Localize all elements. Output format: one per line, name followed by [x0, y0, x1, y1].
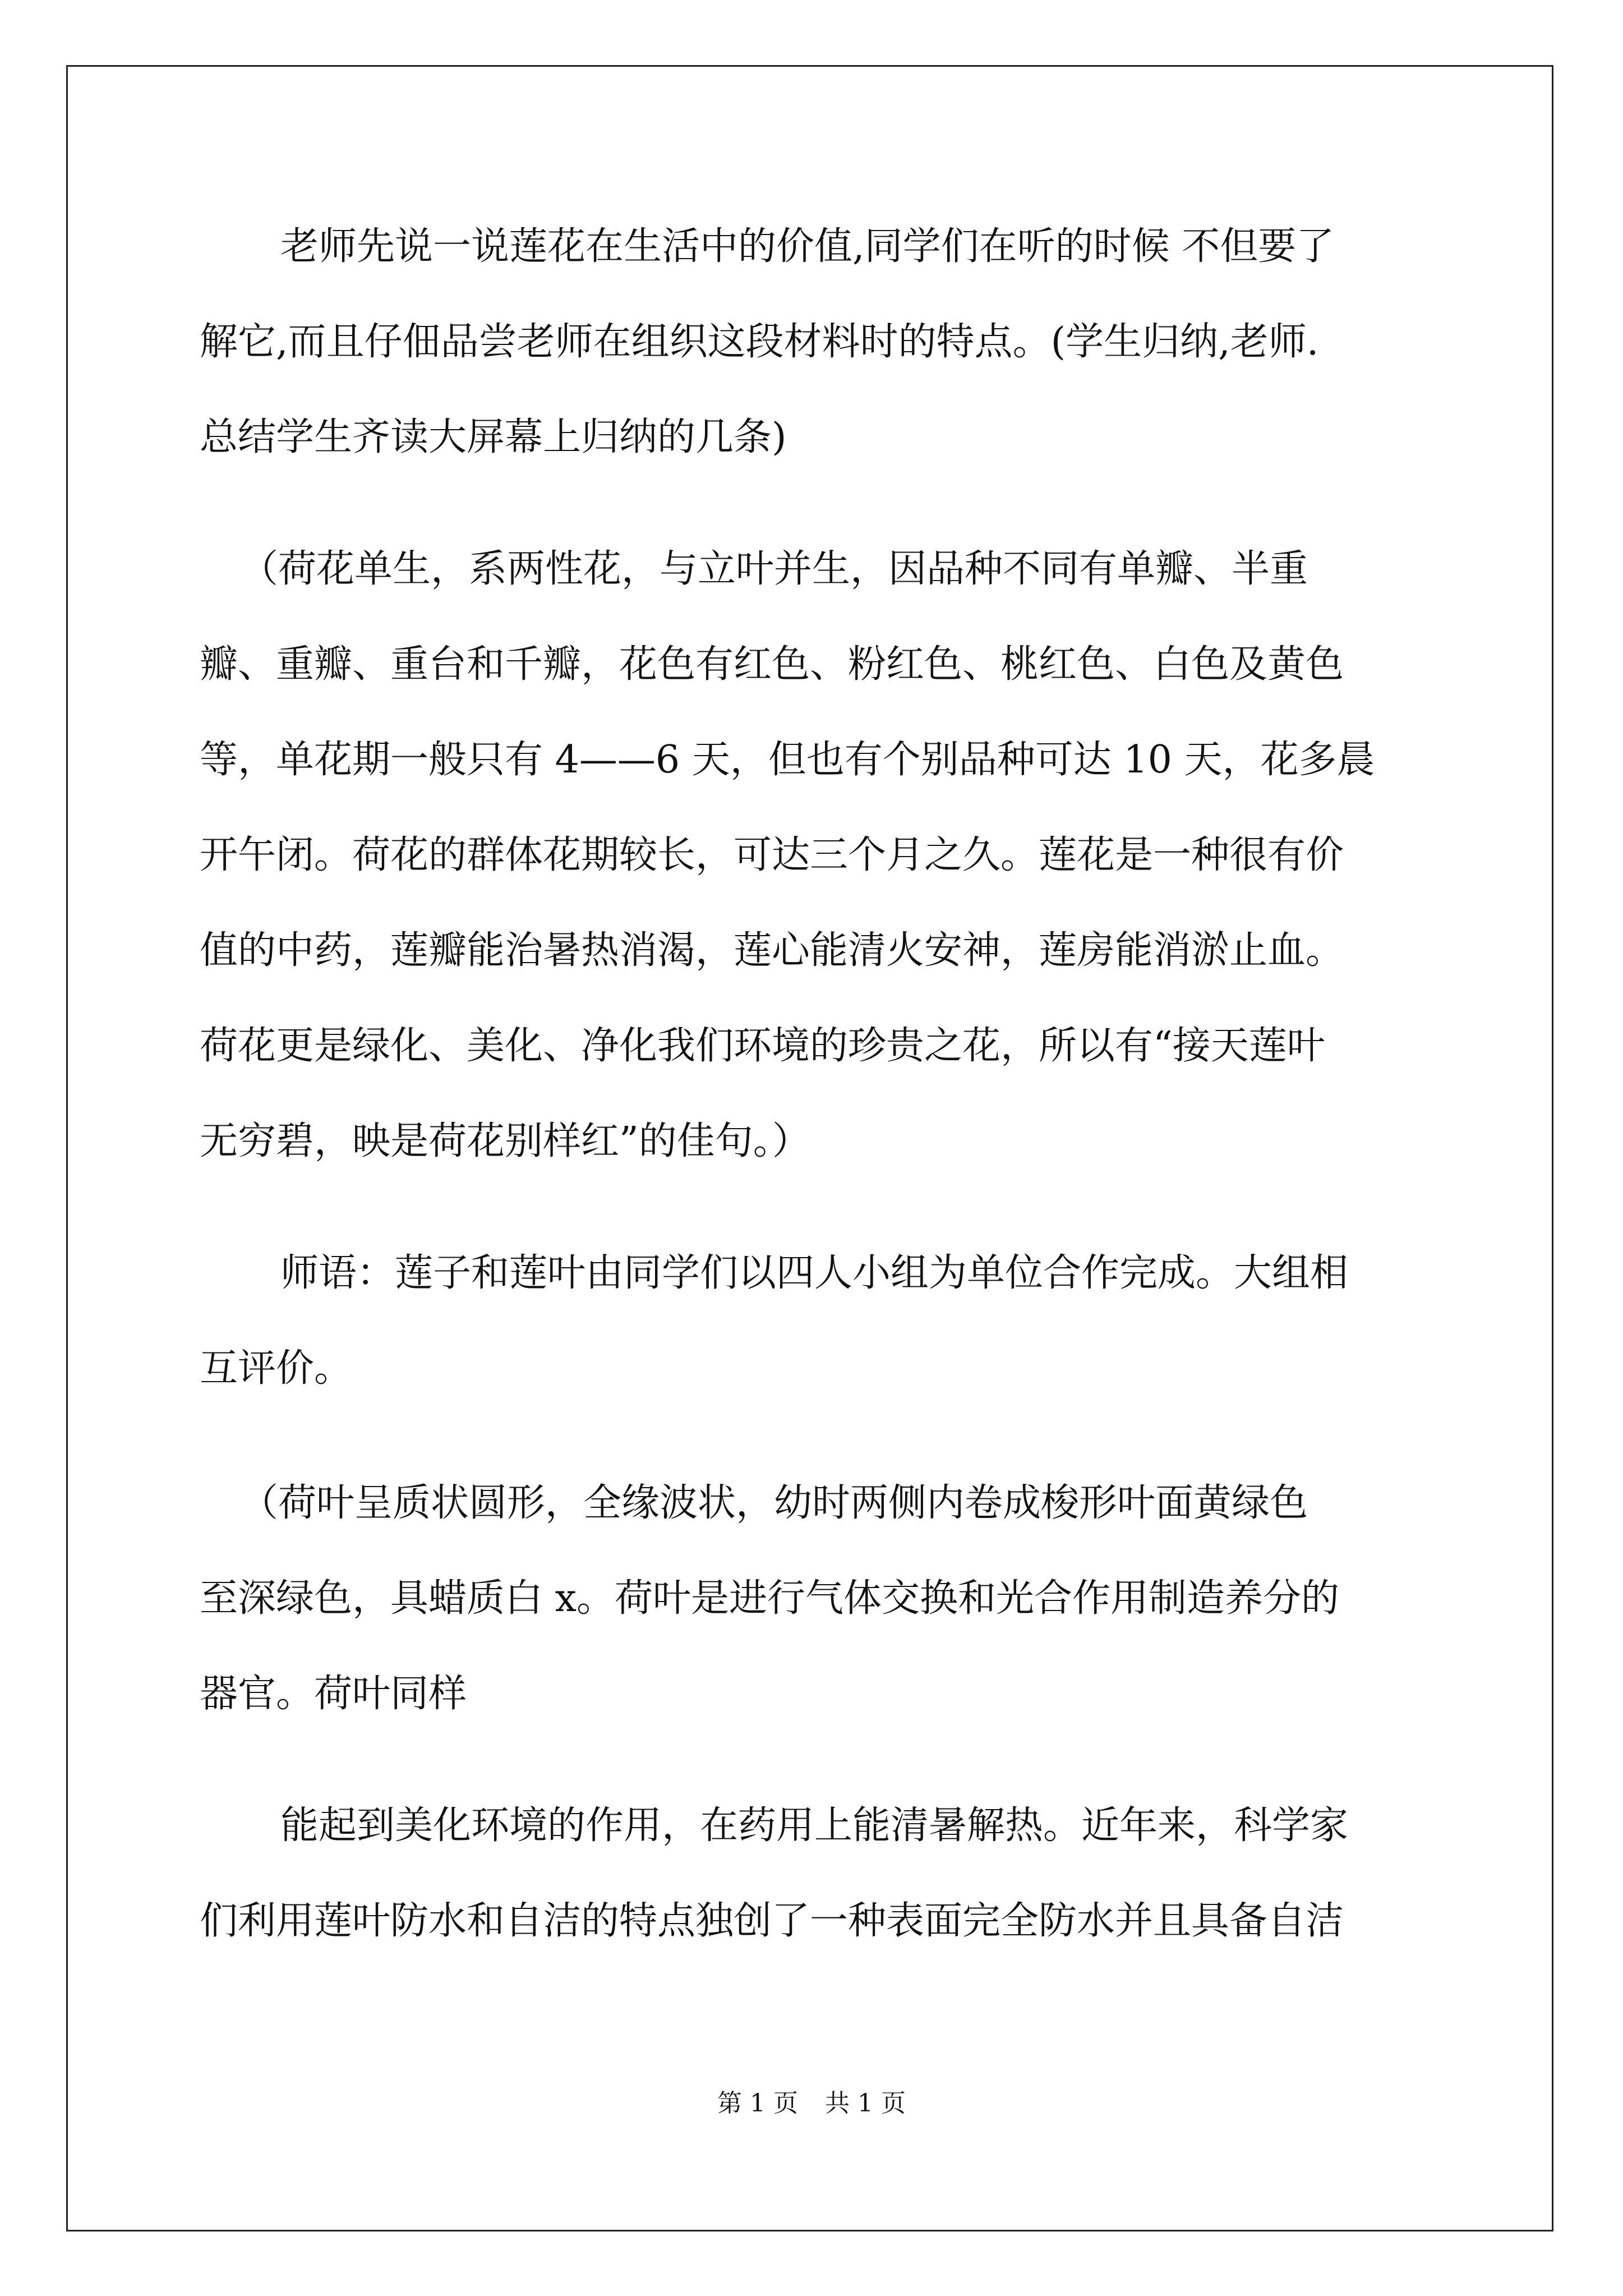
- text-line: 能起到美化环境的作用，在药用上能清暑解热。近年来，科学家: [280, 1803, 1349, 1848]
- text-line: 瓣、重瓣、重台和千瓣，花色有红色、粉红色、桃红色、白色及黄色: [200, 642, 1344, 687]
- text-line: 器官。荷叶同样: [200, 1672, 467, 1716]
- text-line: 值的中药，莲瓣能治暑热消渴，莲心能清火安神，莲房能消淤止血。: [200, 928, 1344, 973]
- text-line: 荷花更是绿化、美化、净化我们环境的珍贵之花，所以有“接天莲叶: [200, 1024, 1325, 1068]
- text-line: 等，单花期一般只有 4——6 天，但也有个别品种可达 10 天，花多晨: [200, 738, 1375, 782]
- text-line: 互评价。: [200, 1346, 353, 1391]
- text-line: （荷叶呈质状圆形，全缘波状，幼时两侧内卷成梭形叶面黄绿色: [240, 1481, 1308, 1525]
- page-footer: [0, 2088, 1623, 2119]
- text-line: 们利用莲叶防水和自洁的特点独创了一种表面完全防水并且具备自洁: [200, 1899, 1344, 1943]
- text-line: 总结学生齐读大屏幕上归纳的几条): [200, 415, 787, 459]
- text-line: 师语：莲子和莲叶由同学们以四人小组为单位合作完成。大组相: [280, 1251, 1349, 1295]
- text-line: 开午闭。荷花的群体花期较长，可达三个月之久。莲花是一种很有价: [200, 833, 1344, 877]
- text-line: 老师先说一说莲花在生活中的价值,同学们在听的时候 不但要了: [280, 224, 1335, 269]
- page-number: 第 1 页: [717, 2089, 798, 2118]
- text-line: 至深绿色，具蜡质白 x。荷叶是进行气体交换和光合作用制造养分的: [200, 1576, 1339, 1621]
- text-line: （荷花单生，系两性花，与立叶并生，因品种不同有单瓣、半重: [240, 547, 1308, 591]
- text-line: 解它,而且仔佃品尝老师在组织这段材料时的特点。(学生归纳,老师.: [200, 320, 1319, 364]
- page-total: 共 1 页: [825, 2089, 906, 2118]
- text-line: 无穷碧，映是荷花别样红”的佳句。）: [200, 1119, 810, 1163]
